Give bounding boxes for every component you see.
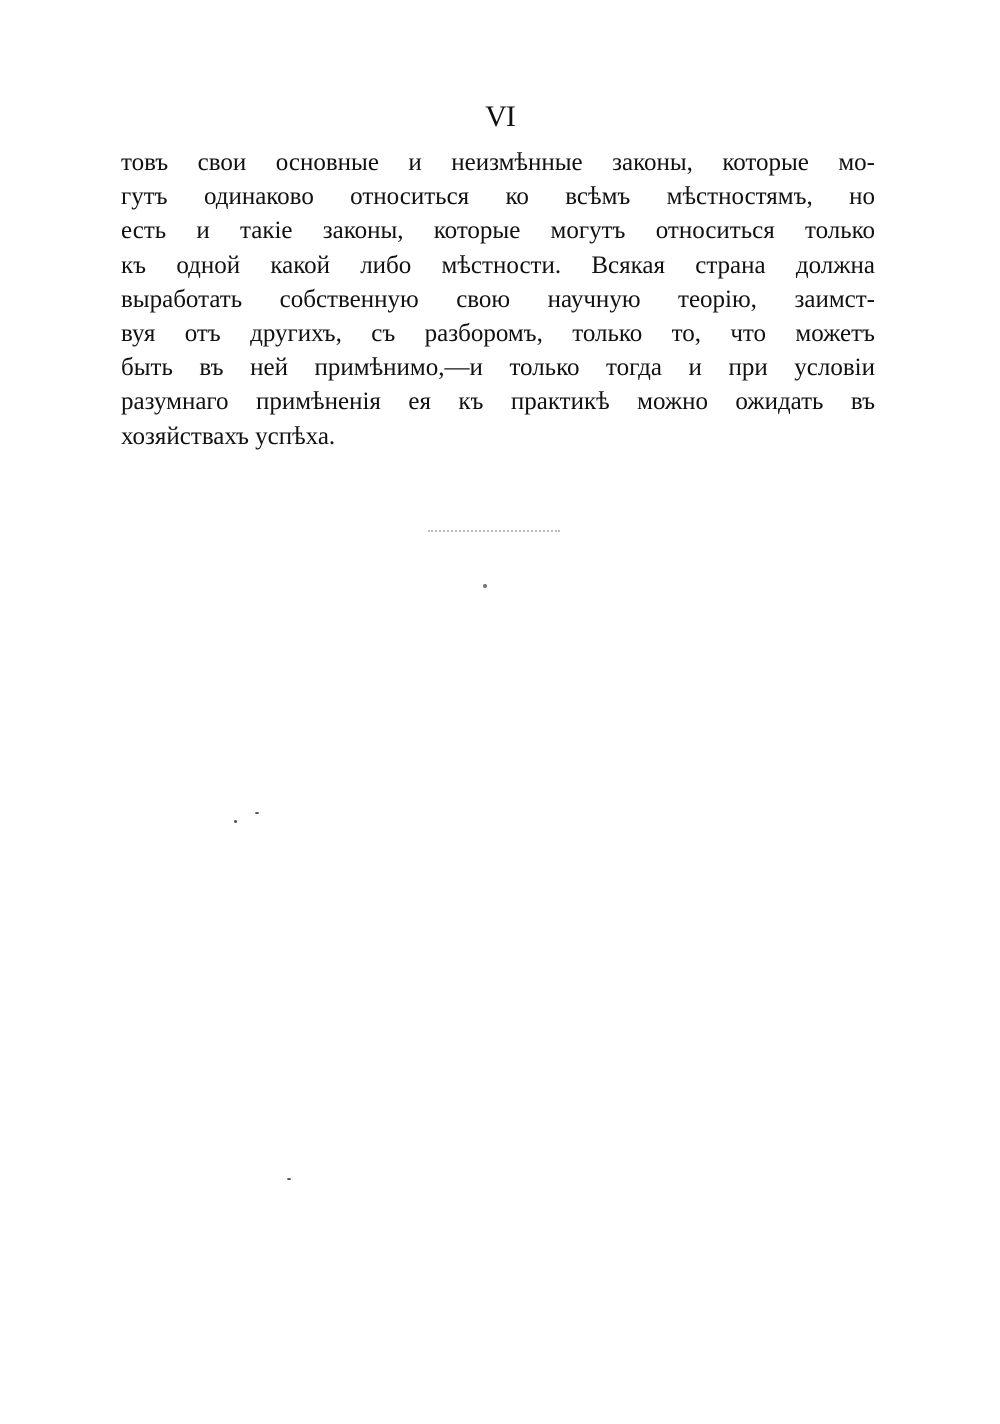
- page-number: VI: [485, 100, 515, 133]
- text-line: товъ свои основные и неизмѣнные законы, которые мо-: [121, 149, 875, 176]
- text-line: гутъ одинаково относиться ко всѣмъ мѣстностямъ, но: [121, 183, 875, 211]
- text-line: вуя отъ другихъ, съ разборомъ, только то, что можетъ: [121, 319, 875, 347]
- body-text: [121, 146, 875, 454]
- text-line: хозяйствахъ успѣха.: [121, 422, 336, 450]
- scan-speck: [255, 812, 259, 814]
- scan-speck: [234, 820, 237, 823]
- text-line: разумнаго примѣненія ея къ практикѣ можно ожидать въ: [121, 388, 875, 416]
- text-line: есть и такіе законы, которые могутъ относиться только: [121, 217, 875, 245]
- text-line: къ одной какой либо мѣстности. Всякая страна должна: [121, 251, 875, 279]
- section-divider-ornament: [428, 530, 560, 536]
- text-line: быть въ ней примѣнимо,—и только тогда и при условіи: [121, 354, 875, 382]
- scan-speck: [287, 1178, 291, 1180]
- scan-speck: [483, 584, 487, 588]
- text-line: выработать собственную свою научную теорію, заимст-: [121, 285, 875, 313]
